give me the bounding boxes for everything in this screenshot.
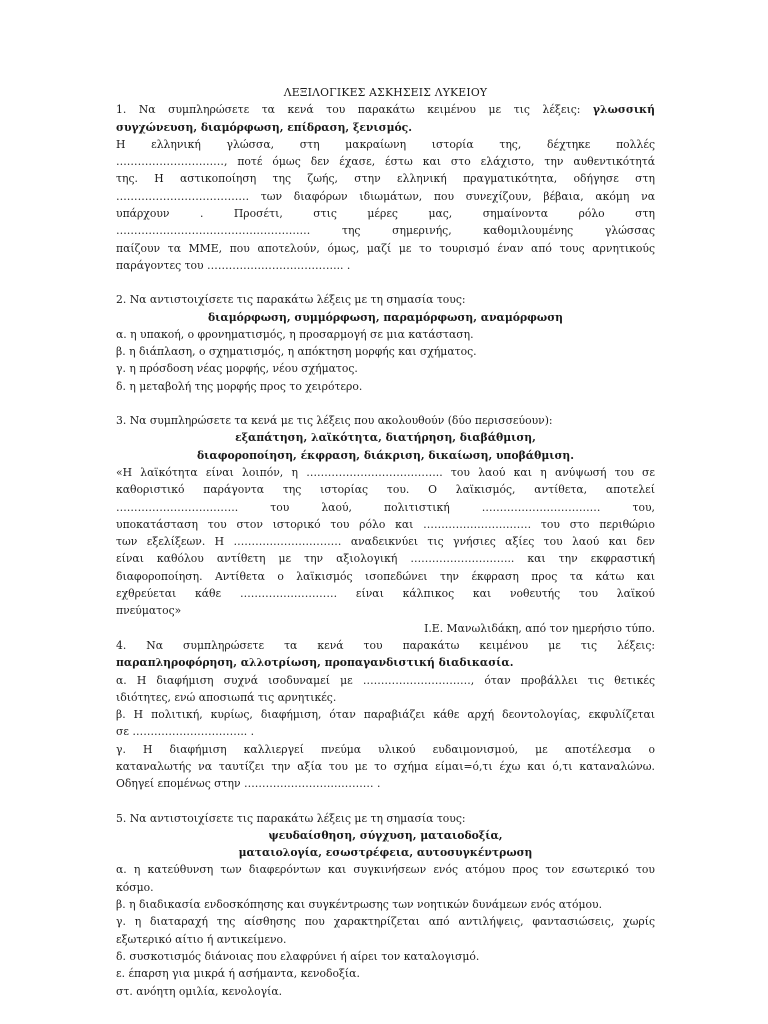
exercise-3-line: των εξελίξεων. Η ………………………… αναδεικνύει τις γνήσιες αξίες του λαού και δεν — [116, 535, 655, 549]
exercise-2-item: δ. η μεταβολή της μορφής προς το χειρότερο. — [116, 379, 363, 393]
exercise-5-item: α. η κατεύθυνση των διαφερόντων και συγκινήσεων ενός ατόμου προς τον εσωτερικό του — [116, 863, 655, 877]
exercise-4-line: β. Η πολιτική, κυρίως, διαφήμιση, όταν παραβιάζει κάθε αρχή δεοντολογίας, εκφυλίζεται — [116, 708, 655, 722]
exercise-1-line: ………………………………. των διαφόρων ιδιωμάτων, που συνεχίζουν, βέβαια, ακόμη να — [116, 189, 655, 203]
exercise-1-prompt — [116, 101, 655, 118]
exercise-1-words-a: γλωσσική — [592, 103, 655, 117]
exercise-1-line: παίζουν τα ΜΜΕ, που αποτελούν, όμως, μαζί με το τουρισμό έναν από τους αρνητικούς — [116, 241, 655, 255]
exercise-3-prompt: 3. Να συμπληρώσετε τα κενά με τις λέξεις που ακολουθούν (δύο περισσεύουν): — [116, 414, 553, 428]
exercise-5-prompt: 5. Να αντιστοιχίσετε τις παρακάτω λέξεις με τη σημασία τους: — [116, 811, 466, 825]
exercise-5 — [116, 810, 655, 1000]
exercise-5-item: στ. ανόητη ομιλία, κενολογία. — [116, 984, 283, 998]
exercise-1-line: υπάρχουν . Προσέτι, στις μέρες μας, σημαίνοντα ρόλο στη — [116, 207, 655, 221]
exercise-3-line: ……………………………. του λαού, πολιτιστική …………………………… του, — [116, 500, 655, 514]
exercise-3-line: καθοριστικό παράγοντα της ιστορίας του. Ο λαϊκισμός, αντίθετα, αποτελεί — [116, 483, 655, 497]
exercise-2-prompt: 2. Να αντιστοιχίσετε τις παρακάτω λέξεις με τη σημασία τους: — [116, 293, 466, 307]
exercise-3-line: είναι καθόλου αντίθετη με την αξιολογική ……………………….. και την εκφραστική — [116, 552, 655, 566]
exercise-5-item: β. η διαδικασία ενδοσκόπησης και συγκέντρωσης των νοητικών δυνάμεων ενός ατόμου. — [116, 898, 603, 912]
exercise-4-line: γ. Η διαφήμιση καλλιεργεί πνεύμα υλικού ευδαιμονισμού, με αποτέλεσμα ο — [116, 742, 655, 756]
exercise-1-line: ……………………………………………… της σημερινής, καθομιλουμένης γλώσσας — [116, 224, 655, 238]
exercise-5-item: δ. συσκοτισμός διάνοιας που ελαφρύνει ή αίρει τον καταλογισμό. — [116, 949, 480, 963]
exercise-5-words-line1: ψευδαίσθηση, σύγχυση, ματαιοδοξία, — [268, 828, 503, 842]
exercise-1-prompt-text: 1. Να συμπληρώσετε τα κενά του παρακάτω κειμένου με τις λέξεις: — [116, 103, 581, 117]
exercise-3-line: πνεύματος» — [116, 604, 182, 618]
exercise-4-line: ιδιότητες, ενώ αποσιωπά τις αρνητικές. — [116, 690, 337, 704]
exercise-2-item: β. η διάπλαση, ο σχηματισμός, η απόκτηση μορφής και σχήματος. — [116, 345, 477, 359]
exercise-3-line: διαφοροποίηση. Αντίθετα ο λαϊκισμός ισοπεδώνει την έκφραση προς τα κάτω και — [116, 569, 655, 583]
exercise-1-words-b: συγχώνευση, διαμόρφωση, επίδραση, ξενισμός. — [116, 120, 413, 134]
exercise-4-line: σε ………………………….. . — [116, 725, 255, 739]
exercise-5-words-line2: ματαιολογία, εσωστρέφεια, αυτοσυγκέντρωση — [238, 846, 533, 860]
exercise-2-item: γ. η πρόσδοση νέας μορφής, νέου σχήματος. — [116, 362, 358, 376]
exercise-2-words: διαμόρφωση, συμμόρφωση, παραμόρφωση, αναμόρφωση — [207, 310, 564, 324]
exercise-1-line: παράγοντες του ……………………………….. . — [116, 258, 351, 272]
exercise-2-item: α. η υπακοή, ο φρονηματισμός, η προσαρμογή σε μια κατάσταση. — [116, 327, 474, 341]
exercise-1-line: της. Η αστικοποίηση της ζωής, στην ελληνική πραγματικότητα, οδήγησε στη — [116, 172, 655, 186]
exercise-5-item: γ. η διαταραχή της αίσθησης που χαρακτηρίζεται από αντιλήψεις, φαντασιώσεις, χωρίς — [116, 915, 655, 929]
exercise-4 — [116, 637, 655, 793]
exercise-4-words: παραπληροφόρηση, αλλοτρίωση, προπαγανδιστική διαδικασία. — [116, 656, 514, 670]
exercise-4-line: α. Η διαφήμιση συχνά ισοδυναμεί με …………………………, όταν προβάλλει τις θετικές — [116, 673, 655, 687]
exercise-3-source: Ι.Ε. Μανωλιδάκη, από τον ημερήσιο τύπο. — [424, 621, 655, 635]
document-title: ΛΕΞΙΛΟΓΙΚΕΣ ΑΣΚΗΣΕΙΣ ΛΥΚΕΙΟΥ — [283, 86, 488, 99]
exercise-5-item: ε. έπαρση για μικρά ή ασήμαντα, κενοδοξία. — [116, 967, 360, 981]
exercise-3-line: «Η λαϊκότητα είναι λοιπόν, η ……………………………….. του λαού και η ανύψωσή του σε — [116, 465, 655, 479]
exercise-3-words-line1: εξαπάτηση, λαϊκότητα, διατήρηση, διαβάθμιση, — [235, 431, 536, 445]
exercise-3-line: υποκατάσταση του στον ιστορικό του ρόλο και ………………………… του στο περιθώριο — [116, 517, 655, 531]
exercise-1-line: Η ελληνική γλώσσα, στη μακραίωνη ιστορία της, δέχτηκε πολλές — [116, 137, 655, 151]
exercise-4-prompt: 4. Να συμπληρώσετε τα κενά του παρακάτω κειμένου με τις λέξεις: — [116, 638, 655, 652]
exercise-5-item: κόσμο. — [116, 880, 154, 894]
exercise-2 — [116, 291, 655, 395]
exercise-3-line: εχθρεύεται κάθε ……………………… είναι κάλπικος και νοθευτής του λαϊκού — [116, 587, 655, 601]
exercise-1-line: …………………………, ποτέ όμως δεν έχασε, έστω και στο ελάχιστο, την αυθεντικότητά — [116, 155, 655, 169]
exercise-3 — [116, 412, 655, 637]
exercise-4-line: Οδηγεί επομένως στην ……………………………… . — [116, 777, 381, 791]
exercise-3-words-line2: διαφοροποίηση, έκφραση, διάκριση, δικαίωση, υποβάθμιση. — [196, 448, 575, 462]
exercise-5-item: εξωτερικό αίτιο ή αντικείμενο. — [116, 932, 287, 946]
exercise-1 — [116, 101, 655, 274]
exercise-4-line: καταναλωτής να ταυτίζει την αξία του με το σχήμα είμαι=ό,τι έχω και ό,τι καταναλώνω. — [116, 759, 655, 773]
